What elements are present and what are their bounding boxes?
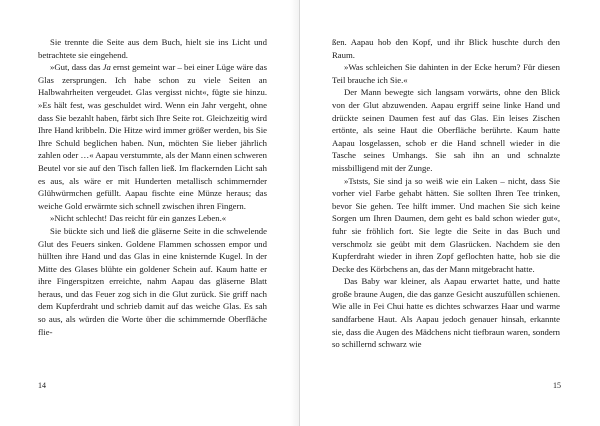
paragraph: ßen. Aapau hob den Kopf, und ihr Blick huschte durch den Raum. [332, 37, 560, 60]
gutter-shadow [290, 0, 299, 426]
paragraph: Das Baby war kleiner, als Aapau erwartet hatte, und hatte große braune Augen, die das ganze Gesicht auszufüllen schienen. Wie alle in Fei Chui hatte es dichtes schwarzes Haar und warme sandfarbene Haut. Als Aapau jedoch genauer hinsah, erkannte sie, dass die Augen des Mädchens nicht tiefbraun waren, sondern so schillernd schwarz wie [332, 276, 560, 350]
paragraph: »Nicht schlecht! Das reicht für ein ganzes Leben.« [50, 213, 227, 224]
paragraph: »Tststs, Sie sind ja so weiß wie ein Laken – nicht, dass Sie vorher viel Farbe gehabt hätten. Sie sollten Ihren Tee trinken, bevor Sie gehen. Tee hilft immer. Und machen Sie sich keine Sorgen um Ihren Daumen, dem geht es bald schon wieder gut«, fuhr sie fröhlich fort. Sie legte die Seite in das Buch und verschmolz sie geübt mit dem Glasrücken. Nachdem sie den Kupferdraht wieder in ihren Zopf geflochten hatte, hob sie die Decke des Körbchens an, das der Mann mitgebracht hatte. [332, 175, 560, 274]
page-number: 14 [38, 381, 46, 390]
emphasis: Ja [102, 62, 111, 73]
right-page-text [332, 36, 560, 351]
left-page-text [38, 36, 267, 338]
page-number: 15 [553, 381, 561, 390]
paragraph: »Gut, dass das Ja ernst gemeint war – bei einer Lüge wäre das Glas zersprungen. Ich habe schon zu viele Seiten an Halbwahrheiten vergeudet. Glas vergisst nicht«, fügte sie hinzu. »Es hält fest, was geschuldet wird. Wenn ein Jahr vergeht, ohne dass Sie bezahlt haben, färbt sich Ihre Seite rot. Gleichzeitig wird Ihre Hand kribbeln. Die Hitze wird immer größer werden, bis Sie Ihre Schuld beglichen haben. Nun, möchten Sie lieber jährlich zahlen oder …« Aapau verstummte, als der Mann einen schweren Beutel vor sie auf den Tisch fallen ließ. Im flackernden Licht sah es aus, als wäre er mit Hunderten metallisch schimmernder Glühwürmchen gefüllt. Aapau fischte eine Münze heraus; das weiche Gold erwärmte sich schnell zwischen ihren Fingern. [38, 62, 267, 211]
paragraph: Sie bückte sich und ließ die gläserne Seite in die schwelende Glut des Feuers sinken. Goldene Flammen schossen empor und hüllten ihre Hand und das Glas in eine knisternde Kugel. In der Mitte des Glases blühte ein goldener Schein auf. Kaum hatte er ihre Fingerspitzen erreichte, nahm Aapau das gläserne Blatt heraus, und das Feuer zog sich in die Glut zurück. Sie griff nach dem Kupferdraht und schrieb damit auf das weiche Glas. Es sah so aus, als würden die Worte über die schimmernde Oberfläche flie- [38, 225, 267, 337]
paragraph: Sie trennte die Seite aus dem Buch, hielt sie ins Licht und betrachtete sie eingehend. [38, 37, 267, 60]
paragraph: Der Mann bewegte sich langsam vorwärts, ohne den Blick von der Glut abzuwenden. Aapau ergriff seine linke Hand und drückte seinen Daumen fest auf das Glas. Ein leises Zischen ertönte, als seine Haut die Oberfläche berührte. Kaum hatte Aapau losgelassen, schob er die Hand schnell wieder in die Tasche seines Umhangs. Sie sah ihn an und schnalzte missbilligend mit der Zunge. [332, 87, 560, 173]
paragraph: »Was schleichen Sie dahinten in der Ecke herum? Für diesen Teil brauche ich Sie.« [332, 62, 560, 85]
